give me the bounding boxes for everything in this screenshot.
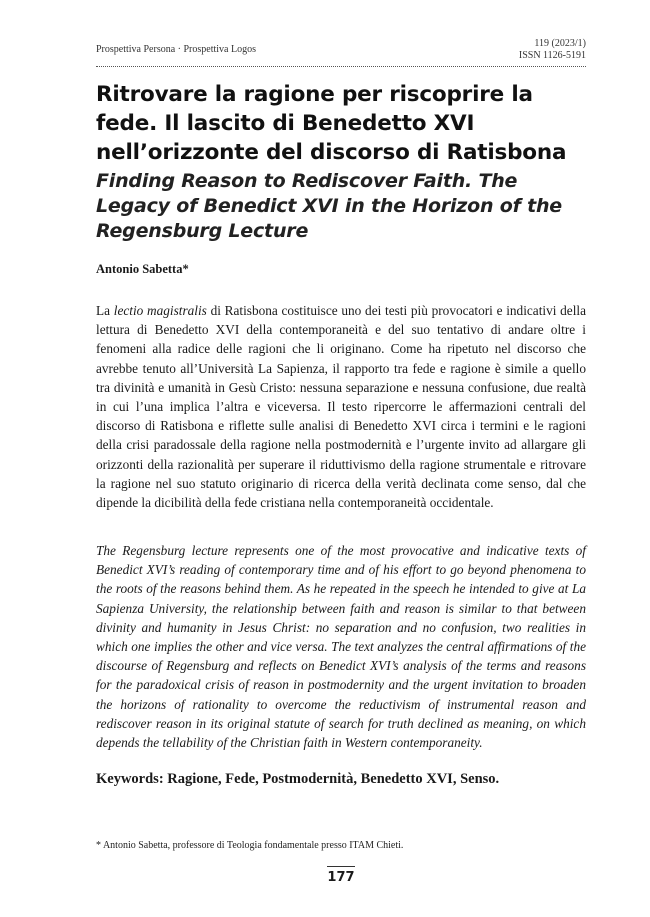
issue-number: 119 (2023/1)	[534, 38, 586, 49]
abstract-italian-lead: La	[96, 303, 114, 318]
article-title-italian: Ritrovare la ragione per riscoprire la fede. Il lascito di Benedetto XVI nell’orizzonte del discorso di Ratisbona	[96, 82, 567, 165]
abstract-italian-body: di Ratisbona costituisce uno dei testi più provocatori e indicativi della lettura di Benedetto XVI della contemporaneità e del suo tentativo di andare oltre i fenomeni alla radice delle ragioni che li originano. Come ha ripetuto nel discorso che avrebbe tenuto all’Università La Sapienza, il rapporto tra fede e ragione è simile a quello tra divinità e umanità in Gesù Cristo: nessuna separazione e nessuna confusione, due realtà in cui l’una implica l’altra e viceversa. Il testo ripercorre le affermazioni centrali del discorso di Ratisbona e riflette sulle analisi di Benedetto XVI circa i termini e le ragioni della crisi paradossale della ragione nella postmodernità e l’urgente invito ad allargare gli orizzonti della razionalità per superare il riduttivismo della ragione strumentale e ritrovare la ragione nel suo statuto originario di ricerca della verità declinata come senso, dal che dipende la dicibilità della fede cristiana nella contemporaneità occidentale.	[96, 303, 586, 511]
running-header	[96, 38, 586, 68]
author-name: Antonio Sabetta*	[96, 262, 189, 276]
abstract-italian-emphasis: lectio magistralis	[113, 303, 207, 318]
page-number: 177	[327, 870, 355, 885]
footnote: * Antonio Sabetta, professore di Teologia fondamentale presso ITAM Chieti.	[96, 840, 404, 851]
keywords: Keywords: Ragione, Fede, Postmodernità, Benedetto XVI, Senso.	[96, 771, 500, 787]
abstract-italian	[96, 301, 586, 512]
journal-name: Prospettiva Persona · Prospettiva Logos	[96, 44, 256, 55]
title-block	[96, 80, 586, 244]
abstract-english: The Regensburg lecture represents one of the most provocative and indicative texts of Benedict XVI’s reading of contemporary time and of his effort to go beyond phenomena to the roots of the reasons behind them. As he repeated in the speech he intended to give at La Sapienza University, the relationship between faith and reason is similar to that between divinity and humanity in Jesus Christ: no separation and no confusion, two realities in which one implies the other and vice versa. The text analyzes the central affirmations of the discourse of Regensburg and reflects on Benedict XVI’s analysis of the terms and reasons for the paradoxical crisis of reason in postmodernity and the urgent invitation to broaden the horizons of rationality to overcome the reductivism of instrumental reason and rediscover reason in its original statute of search for truth declined as meaning, on which depends the tellability of the Christian faith in Western contemporaneity.	[96, 543, 586, 751]
article-title-english: Finding Reason to Rediscover Faith. The Legacy of Benedict XVI in the Horizon of the Regensburg Lecture	[96, 170, 562, 242]
header-divider	[96, 66, 586, 67]
page-number-rule	[327, 866, 355, 867]
issue-info	[519, 38, 586, 62]
issn: ISSN 1126-5191	[518, 50, 586, 61]
